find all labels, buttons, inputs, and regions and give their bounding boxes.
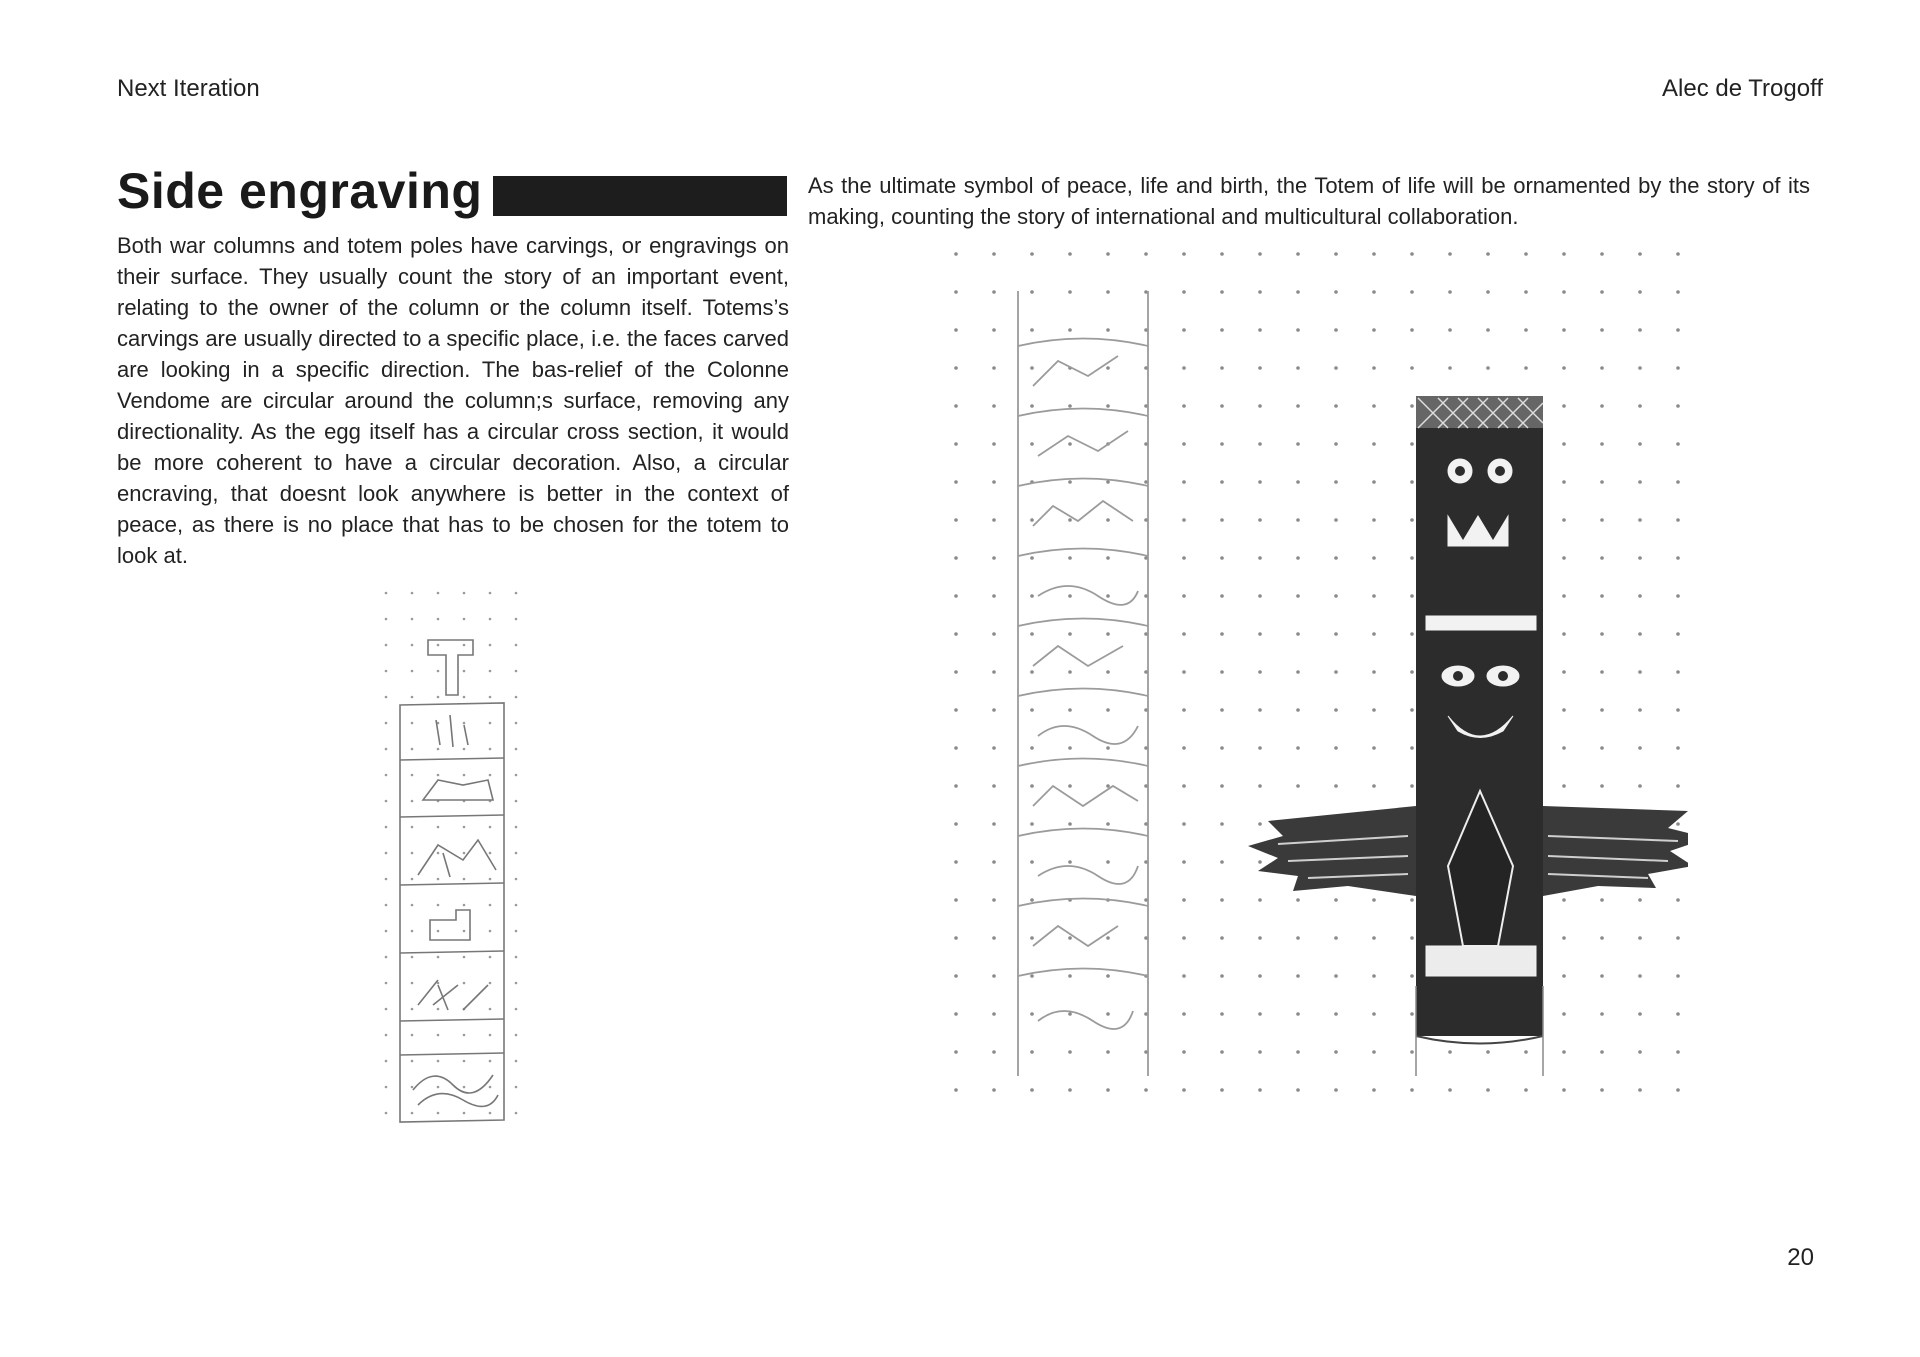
carved-totem: [1248, 396, 1688, 1076]
running-header-right: Alec de Trogoff: [1662, 75, 1823, 102]
body-text-left: Both war columns and totem poles have carvings, or engravings on their surface. They usually count the story of an important event, relating to the owner of the column or the column itself. Totems’s carvings are usually directed to a specific place, i.e. the faces carved are looking in a specific direction. The bas-relief of the Colonne Vendome are circular around the column;s surface, removing any directionality. As the egg itself has a circular cross section, it would be more coherent to have a circular decoration. Also, a circular encraving, that doesnt look anywhere is better in the context of peace, as there is no place that has to be chosen for the totem to look at.: [117, 233, 789, 568]
running-header-left: Next Iteration: [117, 75, 260, 102]
engraved-column: [1018, 291, 1148, 1076]
body-text-right: As the ultimate symbol of peace, life and birth, the Totem of life will be ornamented by the story of its making, counting the story of international and multicultural collaboration.: [808, 173, 1810, 229]
dot-grid: [954, 252, 1680, 1092]
section-title: Side engraving: [117, 163, 483, 219]
totem-sketch-icon: [948, 246, 1688, 1126]
column-outline: [400, 640, 504, 1122]
title-decoration-bar: [493, 176, 787, 216]
column-sketch-icon: [378, 585, 538, 1135]
page-number: 20: [1787, 1244, 1814, 1271]
